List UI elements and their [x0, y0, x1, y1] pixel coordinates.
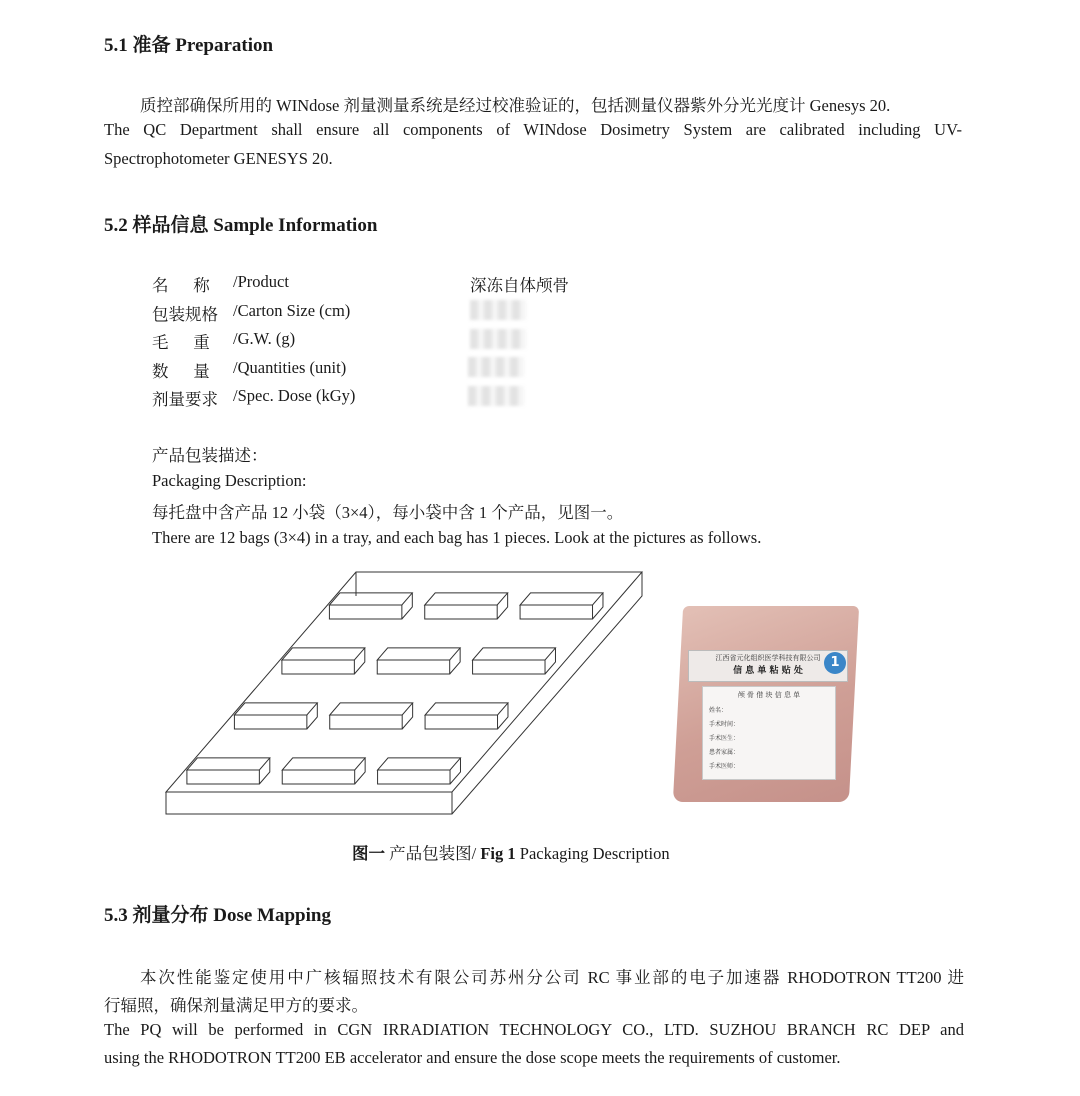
section-5-3-paragraph-en-1: The PQ will be performed in CGN IRRADIATION TECHNOLOGY CO., LTD. SUZHOU BRANCH RC DEP and: [104, 1020, 964, 1039]
row-carton-size-label-cn: 包装规格: [152, 305, 218, 324]
row-product-label-cn: 名 称: [152, 276, 210, 295]
tray-bag-side: [187, 758, 270, 784]
bag-number-badge: 1: [824, 652, 846, 674]
packaging-text-en: There are 12 bags (3×4) in a tray, and each bag has 1 pieces. Look at the pictures as follows.: [152, 528, 762, 547]
tray-bag: [425, 703, 508, 715]
tray-bag: [329, 593, 412, 605]
packaging-title-en: Packaging Description:: [152, 471, 307, 490]
figure-caption-text-en: Packaging Description: [515, 844, 670, 863]
tray-bag: [520, 593, 603, 605]
redacted-value: [468, 386, 524, 406]
row-gross-weight-label-en: /G.W. (g): [233, 329, 296, 348]
figure-caption-number-cn: 图一: [352, 844, 385, 863]
figure-caption-text-cn: 产品包装图/: [385, 844, 481, 863]
row-spec-dose-label-cn: 剂量要求: [152, 390, 218, 409]
figure-caption-number-en: Fig 1: [480, 844, 516, 863]
product-bag-photo: [660, 606, 860, 802]
tray-bag: [377, 648, 460, 660]
bag-card-field: 手术医生：: [709, 735, 740, 742]
section-5-1-heading: 5.1 准备 Preparation: [104, 35, 274, 56]
tray-bag-side: [377, 648, 460, 674]
section-5-3-paragraph-en-2: using the RHODOTRON TT200 EB accelerator and ensure the dose scope meets the requirements of customer.: [104, 1048, 841, 1067]
packaging-title-cn: 产品包装描述：: [152, 446, 268, 465]
tray-bags: [187, 593, 603, 784]
bag-label-title: 信 息 单 粘 贴 处: [733, 666, 803, 676]
tray-bag-side: [425, 703, 508, 729]
bag-info-card: [702, 686, 836, 780]
figure-caption: [352, 840, 670, 864]
redacted-value: [470, 329, 526, 349]
section-5-2-heading: 5.2 样品信息 Sample Information: [104, 215, 378, 236]
tray-bag: [473, 648, 556, 660]
tray-bag-side: [473, 648, 556, 674]
bag-card-field: 手术医师：: [709, 763, 740, 770]
tray-bag: [234, 703, 317, 715]
tray-bag-side: [378, 758, 461, 784]
bag-label-company: 江西省元化组织医学科技有限公司: [715, 654, 821, 662]
tray-bag-side: [329, 593, 412, 619]
bag-card-field: 手术时间：: [709, 721, 740, 728]
tray-bag-side: [282, 648, 365, 674]
row-carton-size-label-en: /Carton Size (cm): [233, 301, 351, 320]
section-5-1-paragraph-en-2: Spectrophotometer GENESYS 20.: [104, 149, 333, 168]
tray-bag-side: [282, 758, 365, 784]
bag-card-field: 患者家属：: [709, 749, 740, 756]
row-spec-dose-label-en: /Spec. Dose (kGy): [233, 386, 356, 405]
row-product-label-en: /Product: [233, 272, 289, 291]
tray-bag: [378, 758, 461, 770]
tray-bag: [187, 758, 270, 770]
section-5-3-heading: 5.3 剂量分布 Dose Mapping: [104, 905, 331, 926]
tray-bag-side: [520, 593, 603, 619]
redacted-value: [468, 357, 524, 377]
section-5-1-paragraph-en-1: The QC Department shall ensure all components of WINdose Dosimetry System are calibrated including UV-: [104, 120, 962, 139]
section-5-3-paragraph-cn-1: 本次性能鉴定使用中广核辐照技术有限公司苏州分公司 RC 事业部的电子加速器 RHODOTRON TT200 进: [140, 968, 964, 987]
packaging-text-cn: 每托盘中含产品 12 小袋（3×4），每小袋中含 1 个产品，见图一。: [152, 503, 624, 522]
row-quantities-label-en: /Quantities (unit): [233, 358, 347, 377]
tray-bag: [282, 758, 365, 770]
row-gross-weight-label-cn: 毛 重: [152, 333, 210, 352]
tray-diagram: [160, 568, 660, 818]
bag-card-title: 颅 骨 借 块 信 息 单: [737, 691, 801, 699]
tray-bag-side: [330, 703, 413, 729]
bag-card-field: 姓名：: [709, 707, 728, 714]
tray-bag: [282, 648, 365, 660]
tray-bag: [425, 593, 508, 605]
row-product-value: 深冻自体颅骨: [470, 276, 569, 295]
section-5-1-paragraph-cn: 质控部确保所用的 WINdose 剂量测量系统是经过校准验证的，包括测量仪器紫外分光光度计 Genesys 20.: [140, 96, 891, 115]
tray-bag-side: [234, 703, 317, 729]
tray-bag: [330, 703, 413, 715]
tray-bag-side: [425, 593, 508, 619]
redacted-value: [470, 300, 526, 320]
row-quantities-label-cn: 数 量: [152, 362, 210, 381]
section-5-3-paragraph-cn-2: 行辐照，确保剂量满足甲方的要求。: [104, 996, 368, 1015]
